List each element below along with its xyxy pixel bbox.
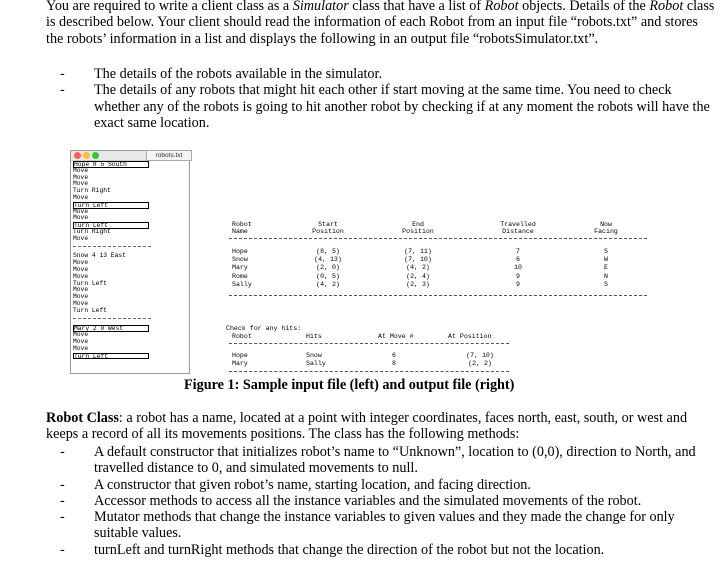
hit-hits-cell: Sally — [306, 360, 326, 368]
method-bullet — [60, 477, 710, 493]
hits-bottom-divider — [229, 371, 509, 372]
input-file-line: Mary 2 0 West — [73, 325, 149, 332]
robot-name-cell: Sally — [232, 280, 252, 288]
robot-term-2: Robot — [649, 0, 684, 14]
input-file-line: Move — [73, 331, 89, 339]
robot-class-label: Robot Class — [46, 410, 119, 426]
input-file-line: Turn Right — [73, 187, 111, 195]
input-file-line: Hope 8 5 South — [73, 161, 149, 168]
input-file-line: Turn Left — [73, 279, 108, 287]
input-file-line: Move — [73, 173, 89, 181]
input-file-line: Turn Left — [73, 353, 149, 360]
robot-class-paragraph — [46, 410, 716, 443]
method-bullet-text: turnLeft and turnRight methods that change the direction of the robot but not the location. — [94, 541, 605, 558]
intro-text-c: objects. Details of the — [518, 0, 650, 14]
hits-header-robot: Robot — [232, 333, 252, 340]
input-file-line: Move — [73, 293, 89, 301]
input-file-line: Move — [73, 259, 89, 267]
robot-name-cell: Snow — [232, 256, 248, 264]
hit-robot-cell: Mary — [232, 360, 248, 368]
figure-caption: Figure 1: Sample input file (left) and output file (right) — [184, 377, 515, 393]
robot-name-cell: Mary — [232, 264, 248, 272]
robot-facing-cell: N — [604, 272, 608, 280]
hit-robot-cell: Hope — [232, 352, 248, 359]
method-bullet-text: Mutator methods that change the instance variables to given values and they made the change for only suitable values. — [94, 509, 675, 542]
robot-distance-cell: 9 — [516, 272, 520, 280]
robot-end-cell: (2, 4) — [406, 272, 430, 280]
input-file-content — [73, 161, 185, 359]
intro-bullet-text: The details of the robots available in the simulator. — [94, 66, 383, 82]
input-file-line: Move — [73, 180, 89, 188]
bullet-dash: - — [60, 476, 65, 493]
robot-distance-cell: 9 — [516, 280, 520, 288]
input-file-line: Move — [73, 344, 89, 352]
input-file-line: Turn Left — [73, 202, 149, 209]
robot-start-cell: (8, 5) — [316, 248, 340, 255]
robot-start-cell: (2, 0) — [316, 264, 340, 272]
hits-header-hits: Hits — [306, 333, 322, 340]
robot-facing-cell: W — [604, 256, 608, 264]
robot-distance-cell: 10 — [514, 264, 522, 272]
hits-header-at-move: At Move # — [378, 333, 414, 340]
method-bullet-text: A default constructor that initializes robot’s name to “Unknown”, location to (0,0), direction to North, and travelled distance to 0, and simulated movements to null. — [94, 444, 696, 477]
bullet-dash: - — [60, 492, 65, 509]
hits-title: Check for any hits: — [226, 325, 302, 332]
robot-end-cell: (4, 2) — [406, 264, 430, 272]
robot-facing-cell: S — [604, 280, 608, 288]
hit-position-cell: (7, 10) — [466, 352, 494, 359]
header-start-position: Start Position — [312, 221, 344, 236]
intro-bullet — [60, 66, 710, 82]
intro-text-d: class is described below. Your client should read the information of each Robot from an input file “robots.txt” and stores the robots’ information in a list and displays the following in an output file “robotsSimulator.txt”. — [46, 0, 715, 47]
robot-term: Robot — [484, 0, 519, 14]
input-file-line: Move — [73, 299, 89, 307]
hit-hits-cell: Snow — [306, 352, 322, 359]
header-robot-name: Robot Name — [232, 221, 252, 236]
method-bullet — [60, 542, 710, 558]
input-file-line: Move — [73, 265, 89, 273]
bullet-dash: - — [60, 66, 65, 82]
input-file-line: Snow 4 13 East — [73, 252, 126, 260]
intro-paragraph — [46, 0, 716, 47]
hit-position-cell: (2, 2) — [468, 360, 492, 368]
minimize-dot-icon[interactable] — [83, 152, 90, 159]
input-file-line: Move — [73, 234, 89, 242]
input-file-line: Move — [73, 214, 89, 222]
input-file-line: Move — [73, 286, 89, 294]
method-bullet-text: Accessor methods to access all the instance variables and the simulated movements of the robot. — [94, 492, 642, 509]
robot-start-cell: (4, 13) — [314, 256, 342, 264]
method-bullet-text: A constructor that given robot’s name, starting location, and facing direction. — [94, 476, 531, 493]
input-file-line: Move — [73, 272, 89, 280]
window-title: robots.txt — [146, 150, 192, 161]
simulator-term: Simulator — [292, 0, 349, 14]
hit-move-cell: 8 — [392, 360, 396, 368]
table-divider — [229, 295, 647, 296]
hits-header-divider — [229, 343, 509, 344]
input-file-line: Turn Left — [73, 222, 149, 229]
header-now-facing: Now Facing — [594, 221, 618, 236]
intro-text-b: class that have a list of — [348, 0, 485, 14]
bullet-dash: - — [60, 444, 65, 460]
header-travelled-distance: Travelled Distance — [500, 221, 536, 236]
robot-distance-cell: 6 — [516, 256, 520, 264]
robot-end-cell: (7, 11) — [404, 248, 432, 255]
intro-bullet-text: The details of any robots that might hit each other if start moving at the same time. You need to check whether any of the robots is going to hit another robot by checking if at any moment the robots will have the exact same location. — [94, 82, 710, 131]
robot-name-cell: Rome — [232, 272, 248, 280]
method-bullet — [60, 444, 710, 477]
hit-move-cell: 6 — [392, 352, 396, 359]
robot-name-cell: Hope — [232, 248, 248, 255]
hits-header-at-position: At Position — [448, 333, 492, 340]
input-file-line: Move — [73, 193, 89, 201]
intro-bullet-list — [60, 66, 710, 131]
methods-bullet-list — [60, 444, 710, 558]
bullet-dash: - — [60, 509, 65, 526]
input-file-line: Turn Right — [73, 227, 111, 235]
header-divider — [229, 238, 647, 239]
method-bullet — [60, 509, 710, 542]
robot-class-text: : a robot has a name, located at a point with integer coordinates, faces north, east, south, or west and keeps a record of all its movements positions. The class has the following methods: — [46, 410, 688, 443]
robot-start-cell: (0, 5) — [316, 272, 340, 280]
input-file-line: Move — [73, 337, 89, 345]
zoom-dot-icon[interactable] — [92, 152, 99, 159]
close-dot-icon[interactable] — [74, 152, 81, 159]
robot-facing-cell: E — [604, 264, 608, 272]
method-bullet — [60, 493, 710, 509]
bullet-dash: - — [60, 82, 65, 99]
robot-facing-cell: S — [604, 248, 608, 255]
intro-text-a: You are required to write a client class as a — [46, 0, 293, 14]
input-file-line: Move — [73, 207, 89, 215]
intro-bullet — [60, 82, 710, 131]
header-end-position: End Position — [402, 221, 434, 236]
input-line-separator — [73, 318, 151, 326]
bullet-dash: - — [60, 541, 65, 558]
input-file-line: Move — [73, 166, 89, 174]
robot-distance-cell: 7 — [516, 248, 520, 255]
robot-start-cell: (4, 2) — [316, 280, 340, 288]
robot-end-cell: (7, 10) — [404, 256, 432, 264]
robot-end-cell: (2, 3) — [406, 280, 430, 288]
input-file-line: Turn Left — [73, 306, 108, 314]
